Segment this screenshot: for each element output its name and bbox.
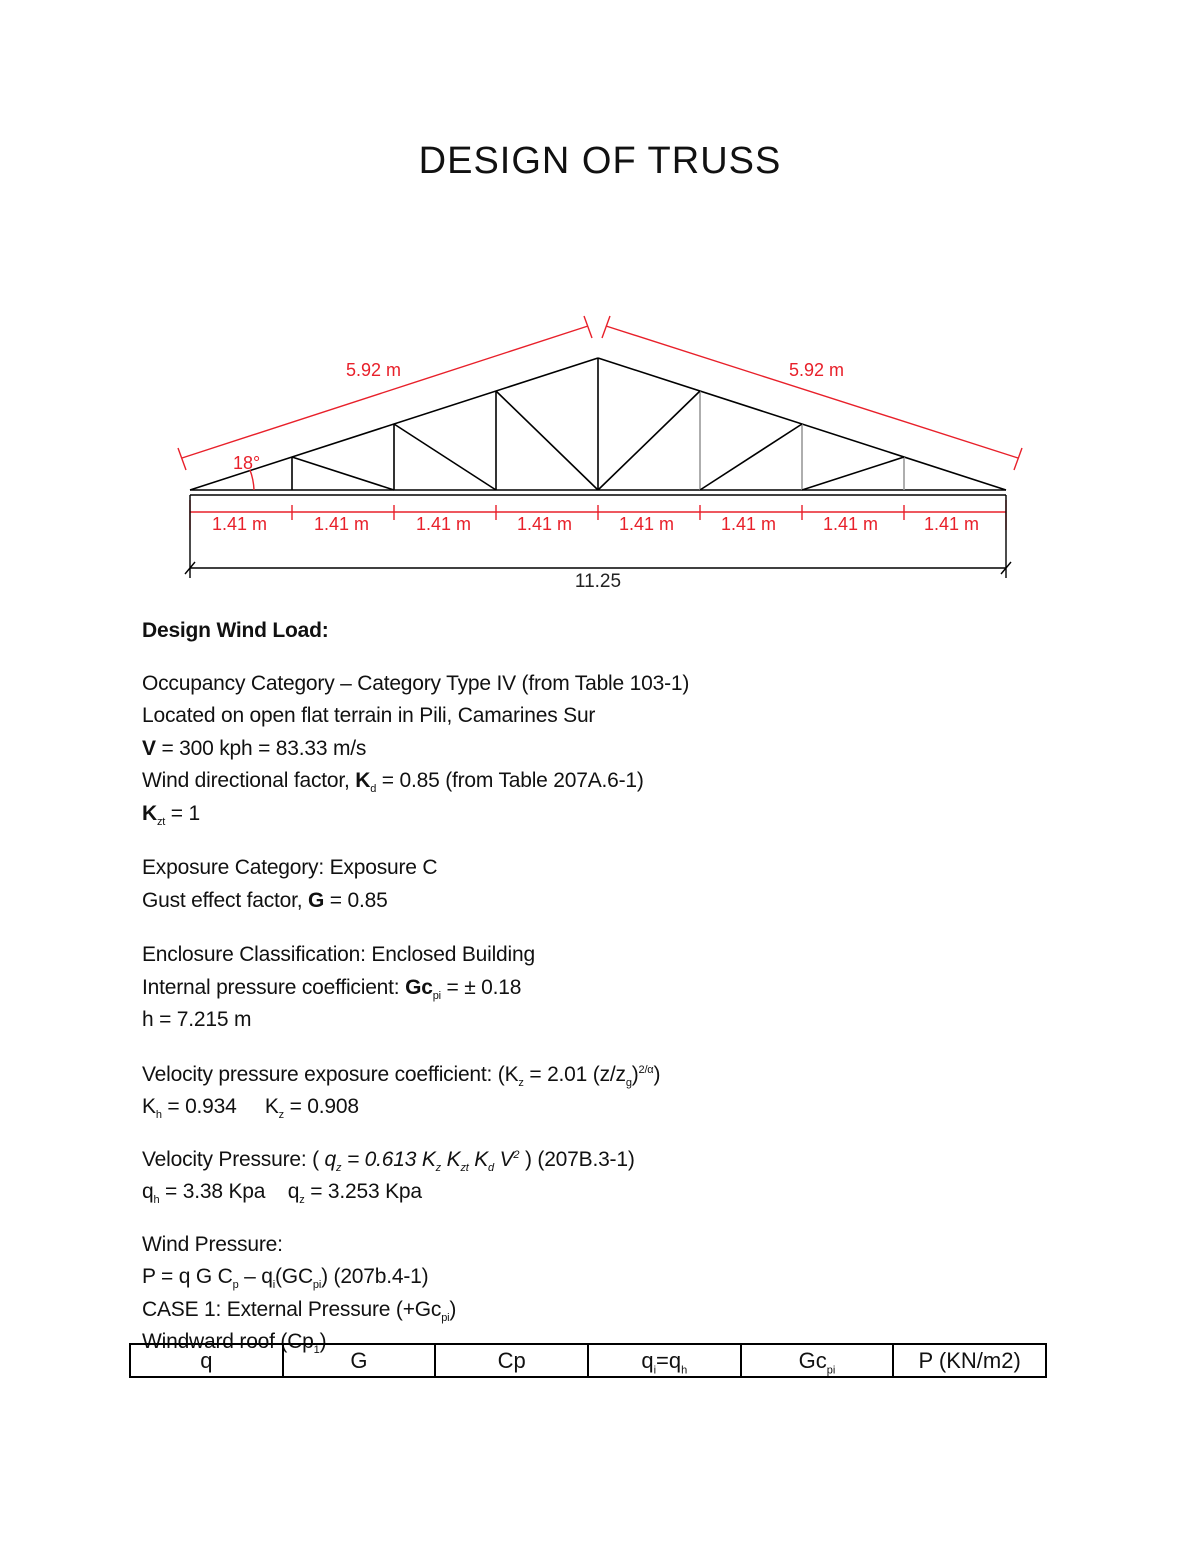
section-heading: Design Wind Load: <box>142 619 329 642</box>
truss-diagram <box>160 300 1040 600</box>
enclosure-line: Enclosure Classification: Enclosed Building <box>142 943 535 966</box>
label-panel-5: 1.41 m <box>619 514 675 534</box>
diagonal-member <box>292 457 394 490</box>
page-title: DESIGN OF TRUSS <box>418 140 782 182</box>
exposure-line: Exposure Category: Exposure C <box>142 856 438 879</box>
label-panel-7: 1.41 m <box>823 514 879 534</box>
gcpi-line: Internal pressure coefficient: $Gc_{pi}$ = ± 0.18 <box>142 975 522 1002</box>
label-panel-6: 1.41 m <box>721 514 777 534</box>
table-header-gcpi: $Gc_{pi}$ <box>741 1344 894 1377</box>
diagonal-member <box>496 391 598 490</box>
dim-top-right <box>606 326 1018 458</box>
height-line: h = 7.215 m <box>142 1008 252 1031</box>
wind-pressure-heading: Wind Pressure: <box>142 1232 283 1256</box>
windward-line: Windward roof $(Cp_1)$ <box>142 1330 327 1357</box>
table-header-p: P (KN/m2) <box>893 1344 1046 1377</box>
occupancy-line: Occupancy Category – Category Type IV (from Table 103-1) <box>142 671 690 695</box>
label-panel-2: 1.41 m <box>314 514 370 534</box>
case-line: CASE 1: External Pressure $(+Gc_{pi})$ <box>142 1297 457 1324</box>
table-header-qi: $q_i=q_h$ <box>588 1344 741 1377</box>
table-header-cp: Cp <box>435 1344 588 1377</box>
velocity-line: V = 300 kph = 83.33 m/s <box>142 736 367 760</box>
diagonal-member <box>598 391 700 490</box>
wind-pressure-table <box>129 1343 1047 1378</box>
truss-members <box>190 358 1006 495</box>
kz-formula-line: Velocity pressure exposure coefficient: ($K_z = 2.01$ $(z/z_g)^{2/\alpha}$) <box>142 1062 661 1089</box>
label-panel-1: 1.41 m <box>212 514 268 534</box>
wind-load-section <box>142 615 1062 1359</box>
label-angle: 18° <box>233 453 261 473</box>
table-header-q: q <box>130 1344 283 1377</box>
label-top-left: 5.92 m <box>346 360 402 380</box>
kd-line: Wind directional factor, $K_d = 0.85$ (from Table 207A.6-1) <box>142 769 644 796</box>
table-header-g: G <box>283 1344 436 1377</box>
label-top-right: 5.92 m <box>789 360 845 380</box>
label-total-span: 11.25 <box>574 571 622 592</box>
velocity-pressure-line: Velocity Pressure: ( $q_z = 0.613$ $K_z$ $K_{zt}$ $K_d$ $V^2$ ) (207B.3-1) <box>142 1147 635 1174</box>
dimension-lines <box>178 316 1022 530</box>
dim-top-left <box>182 326 588 458</box>
label-panel-3: 1.41 m <box>416 514 472 534</box>
diagonal-member <box>802 457 904 490</box>
qh-qz-line: $q_h = 3.38$ Kpa $q_z = 3.253$ Kpa <box>142 1180 422 1207</box>
pressure-formula-line: P = q G $C_p - q_i(GC_{pi})$ (207b.4-1) <box>142 1265 429 1292</box>
label-panel-4: 1.41 m <box>517 514 573 534</box>
gust-line: Gust effect factor, G = 0.85 <box>142 888 388 912</box>
location-line: Located on open flat terrain in Pili, Camarines Sur <box>142 704 596 727</box>
diagonal-member <box>394 424 496 490</box>
diagonal-member <box>700 424 802 490</box>
angle-arc <box>250 470 254 490</box>
kzt-line: $K_{zt} = 1$ <box>142 801 200 828</box>
kh-kz-line: $K_h = 0.934$ $K_z = 0.908$ <box>142 1095 359 1122</box>
table-header-row <box>130 1344 1046 1377</box>
label-panel-8: 1.41 m <box>924 514 980 534</box>
